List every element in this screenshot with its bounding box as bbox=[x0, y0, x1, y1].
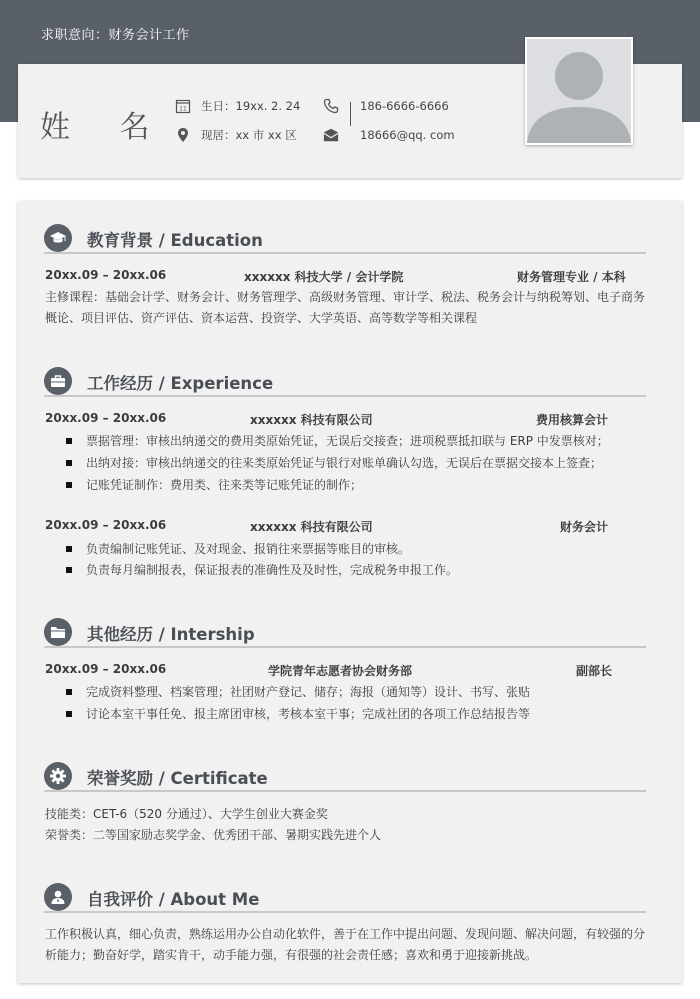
location-text: 现居：xx 市 xx 区 bbox=[201, 128, 297, 142]
about-section-header bbox=[44, 883, 646, 913]
other-period: 20xx.09 – 20xx.06 bbox=[45, 662, 167, 676]
job1-company: xxxxxx 科技有限公司 bbox=[250, 413, 373, 427]
job2-company: xxxxxx 科技有限公司 bbox=[250, 520, 373, 534]
education-title: 教育背景 / Education bbox=[87, 231, 263, 250]
certificate-section-header bbox=[44, 762, 646, 792]
certificate-skills: 技能类：CET-6（520 分通过）、大学生创业大赛金奖 bbox=[45, 807, 328, 821]
job1-position: 费用核算会计 bbox=[536, 413, 609, 427]
other-title: 其他经历 / Intership bbox=[87, 625, 255, 644]
education-courses: 主修课程：基础会计学、财务会计、财务管理学、高级财务管理、审计学、税法、税务会计与纳税筹划、电子商务概论、项目评估、资产评估、资本运营、投资学、大学英语、高等数学等相关课程 bbox=[45, 290, 646, 325]
location-pin-icon bbox=[175, 127, 191, 143]
avatar bbox=[525, 37, 633, 145]
list-item: 讨论本室干事任免、报主席团审核，考核本室干事；完成社团的各项工作总结报告等 bbox=[66, 705, 530, 722]
location-row bbox=[175, 127, 297, 143]
about-text: 工作积极认真，细心负责，熟练运用办公自动化软件，善于在工作中提出问题、发现问题、解决问题，有较强的分析能力；勤奋好学，踏实肯干，动手能力强，有很强的社会责任感；喜欢和勇于迎接新挑战。 bbox=[45, 927, 646, 962]
work-title: 工作经历 / Experience bbox=[87, 374, 274, 393]
certificate-title: 荣誉奖励 / Certificate bbox=[87, 769, 268, 788]
job1-period: 20xx.09 – 20xx.06 bbox=[45, 411, 167, 425]
avatar-silhouette-icon bbox=[527, 39, 631, 143]
list-item: 记账凭证制作：费用类、往来类等记账凭证的制作； bbox=[66, 476, 362, 493]
person-icon bbox=[44, 883, 72, 911]
birthday-row bbox=[175, 98, 300, 114]
folder-icon bbox=[44, 618, 72, 646]
job2-position: 财务会计 bbox=[560, 520, 609, 534]
education-period: 20xx.09 – 20xx.06 bbox=[45, 268, 167, 282]
list-item: 出纳对接：审核出纳递交的往来类原始凭证与银行对账单确认勾选，无误后在票据交接本上签查； bbox=[66, 454, 602, 471]
resume-body bbox=[18, 201, 682, 983]
education-major: 财务管理专业 / 本科 bbox=[517, 270, 626, 284]
education-school: xxxxxx 科技大学 / 会计学院 bbox=[244, 270, 404, 284]
list-item: 票据管理：审核出纳递交的费用类原始凭证，无误后交接查；进项税票抵扣联与 ERP 中发票核对； bbox=[66, 432, 609, 449]
education-section-header bbox=[44, 224, 646, 254]
list-item: 负责编制记账凭证、及对现金、报销往来票据等账目的审核。 bbox=[66, 540, 410, 557]
candidate-name: 姓 名 bbox=[40, 110, 170, 145]
list-item: 完成资料整理、档案管理；社团财产登记、储存；海报（通知等）设计、书写、张贴 bbox=[66, 683, 530, 700]
briefcase-icon bbox=[44, 367, 72, 395]
other-section-header bbox=[44, 618, 646, 648]
job2-period: 20xx.09 – 20xx.06 bbox=[45, 518, 167, 532]
gear-icon bbox=[44, 762, 72, 790]
phone-icon bbox=[323, 98, 339, 114]
phone-row bbox=[323, 98, 449, 114]
certificate-honors: 荣誉类：二等国家励志奖学金、优秀团干部、暑期实践先进个人 bbox=[45, 828, 382, 842]
phone-text: 186-6666-6666 bbox=[360, 99, 449, 113]
list-item: 负责每月编制报表，保证报表的准确性及及时性，完成税务申报工作。 bbox=[66, 561, 458, 578]
envelope-icon bbox=[323, 127, 339, 143]
job-intent: 求职意向：财务会计工作 bbox=[41, 28, 190, 43]
email-row bbox=[323, 127, 455, 143]
other-org: 学院青年志愿者协会财务部 bbox=[268, 664, 413, 678]
work-section-header bbox=[44, 367, 646, 397]
email-text: 18666@qq. com bbox=[360, 128, 455, 142]
other-role: 副部长 bbox=[576, 664, 613, 678]
about-title: 自我评价 / About Me bbox=[87, 890, 260, 909]
calendar-icon bbox=[175, 98, 191, 114]
svg-text:11: 11 bbox=[179, 105, 187, 113]
birthday-text: 生日：19xx. 2. 24 bbox=[201, 99, 301, 113]
graduation-cap-icon bbox=[44, 224, 72, 252]
